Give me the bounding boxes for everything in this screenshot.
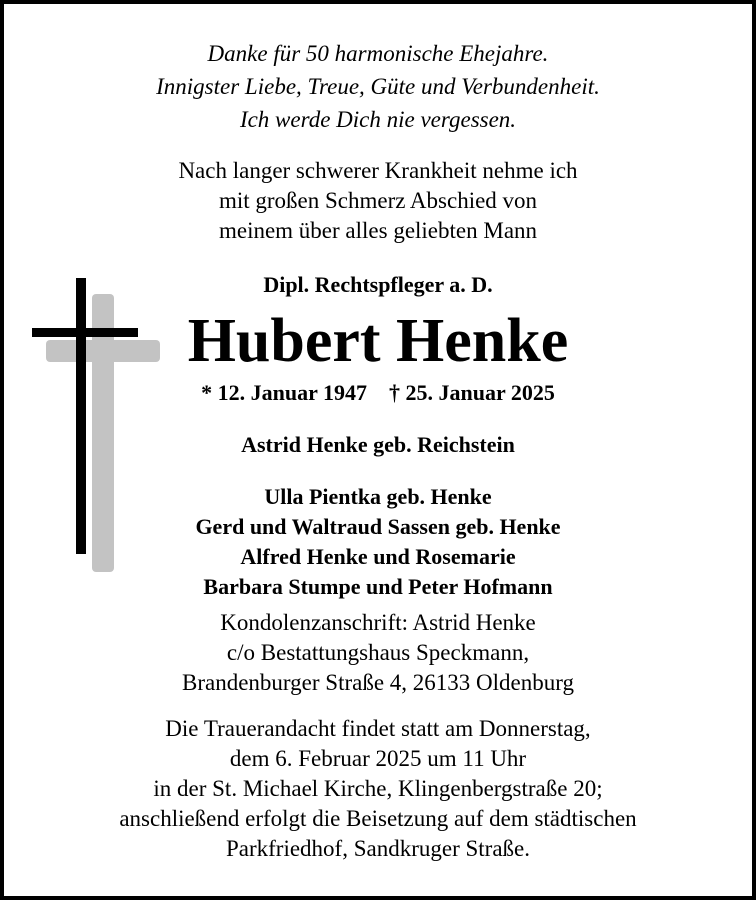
deceased-title: Dipl. Rechtspfleger a. D.	[263, 272, 493, 297]
condolence-line-2: c/o Bestattungshaus Speckmann,	[226, 640, 530, 665]
intro-line-2: mit großen Schmerz Abschied von	[218, 188, 538, 213]
quote-line-2: Innigster Liebe, Treue, Güte und Verbundenheit.	[156, 74, 600, 99]
service-line-3: in der St. Michael Kirche, Klingenbergstraße 20;	[153, 776, 603, 801]
mourner-family-4: Barbara Stumpe und Peter Hofmann	[203, 574, 553, 599]
birth-date: * 12. Januar 1947	[201, 380, 367, 405]
mourner-family-2: Gerd und Waltraud Sassen geb. Henke	[195, 514, 561, 539]
deceased-name: Hubert Henke	[187, 307, 569, 375]
quote-line-3: Ich werde Dich nie vergessen.	[239, 107, 517, 132]
quote-line-1: Danke für 50 harmonische Ehejahre.	[207, 41, 549, 66]
mourner-family-1: Ulla Pientka geb. Henke	[264, 484, 492, 509]
life-dates	[4, 380, 752, 406]
mourner-spouse: Astrid Henke geb. Reichstein	[241, 432, 515, 457]
condolence-line-1: Kondolenzanschrift: Astrid Henke	[220, 610, 536, 635]
death-date: † 25. Januar 2025	[389, 380, 555, 405]
intro-line-1: Nach langer schwerer Krankheit nehme ich	[178, 158, 578, 183]
service-line-5: Parkfriedhof, Sandkruger Straße.	[225, 836, 531, 861]
service-line-1: Die Trauerandacht findet statt am Donnerstag,	[165, 716, 591, 741]
condolence-line-3: Brandenburger Straße 4, 26133 Oldenburg	[182, 670, 574, 695]
service-line-4: anschließend erfolgt die Beisetzung auf dem städtischen	[119, 806, 637, 831]
mourner-family-3: Alfred Henke und Rosemarie	[240, 544, 516, 569]
service-line-2: dem 6. Februar 2025 um 11 Uhr	[229, 746, 527, 771]
intro-line-3: meinem über alles geliebten Mann	[218, 218, 538, 243]
